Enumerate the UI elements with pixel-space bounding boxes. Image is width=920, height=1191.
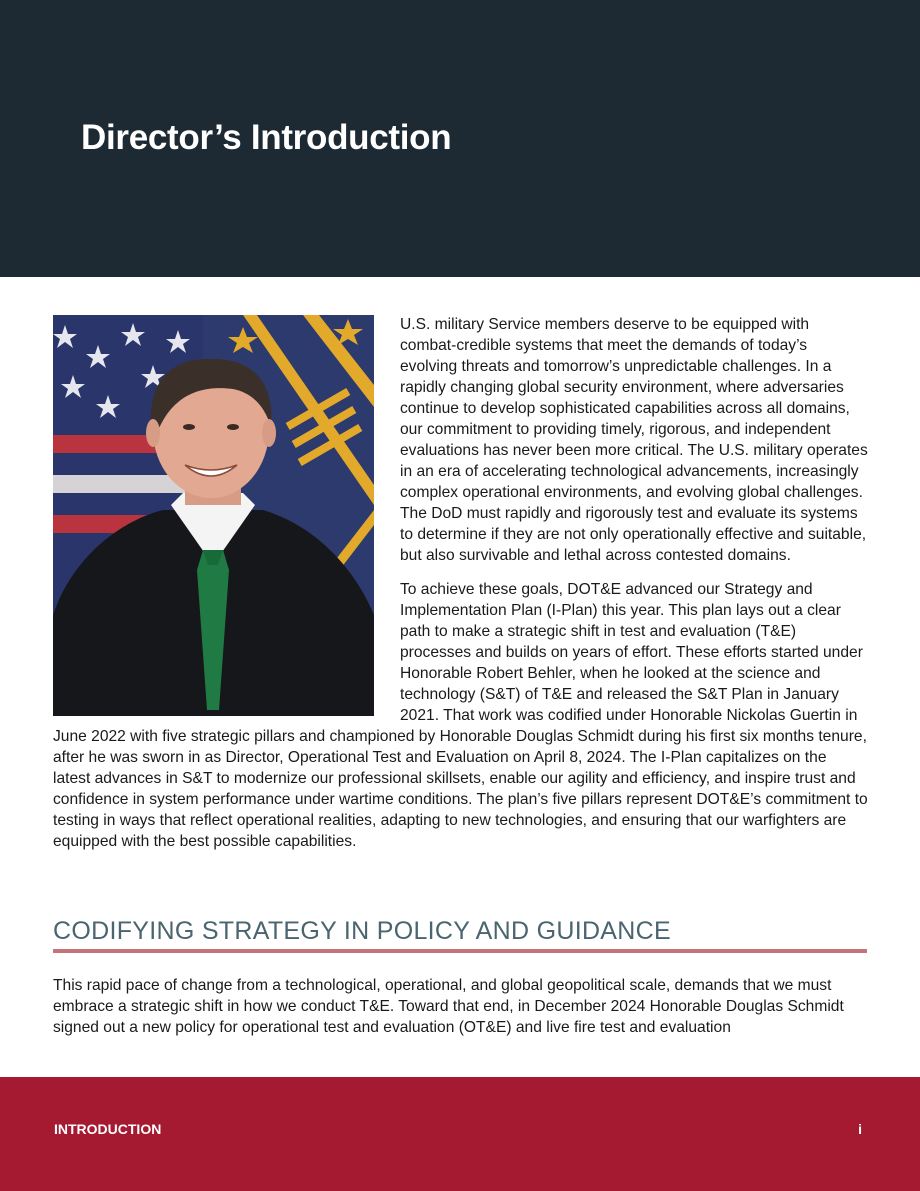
section-paragraph-1: This rapid pace of change from a technological, operational, and global geopolitical scale, demands that we must embrace a strategic shift in how we conduct T&E. Toward that end, in December 2024 Honorable Douglas Schmidt signed out a new policy for operational test and evaluation (OT&E) and live fire test and evaluation (53, 977, 844, 1036)
page-title: Director’s Introduction (81, 118, 452, 157)
intro-body (53, 314, 868, 865)
page-footer (0, 1077, 920, 1191)
intro-paragraph-1: U.S. military Service members deserve to be equipped with combat-credible systems that meet the demands of today’s evolving threats and tomorrow’s unpredictable challenges. In a rapidly changing global security environment, where adversaries continue to develop sophisticated capabilities across all domains, our commitment to providing timely, rigorous, and independent evaluations has never been more critical. The U.S. military operates in an era of accelerating technological advancements, increasingly complex operational environments, and evolving global challenges. The DoD must rapidly and rigorously test and evaluate its systems to determine if they are not only operationally effective and suitable, but also survivable and lethal across contested domains. (400, 316, 868, 564)
footer-section-label: INTRODUCTION (54, 1121, 162, 1137)
intro-paragraph-2: To achieve these goals, DOT&E advanced our Strategy and Implementation Plan (I-Plan) this year. This plan lays out a clear path to make a strategic shift in test and evaluation (T&E) processes and builds on years of effort. These efforts started under Honorable Robert Behler, when he looked at the science and technology (S&T) of T&E and released the S&T Plan in January 2021. That work was codified under Honorable Nickolas Guertin in June 2022 with five strategic pillars and championed by Honorable Douglas Schmidt during his first six months tenure, after he was sworn in as Director, Operational Test and Evaluation on April 8, 2024. The I-Plan capitalizes on the latest advances in S&T to modernize our professional skillsets, enable our agility and efficiency, and inspire trust and confidence in system performance under wartime conditions. The plan’s five pillars represent DOT&E’s commitment to testing in ways that reflect operational realities, adapting to new technologies, and ensuring that our warfighters are equipped with the best possible capabilities. (53, 581, 868, 850)
section-heading: CODIFYING STRATEGY IN POLICY AND GUIDANCE (53, 917, 867, 953)
page-header-band (0, 0, 920, 277)
page-number: i (858, 1121, 862, 1137)
director-portrait (53, 315, 374, 716)
